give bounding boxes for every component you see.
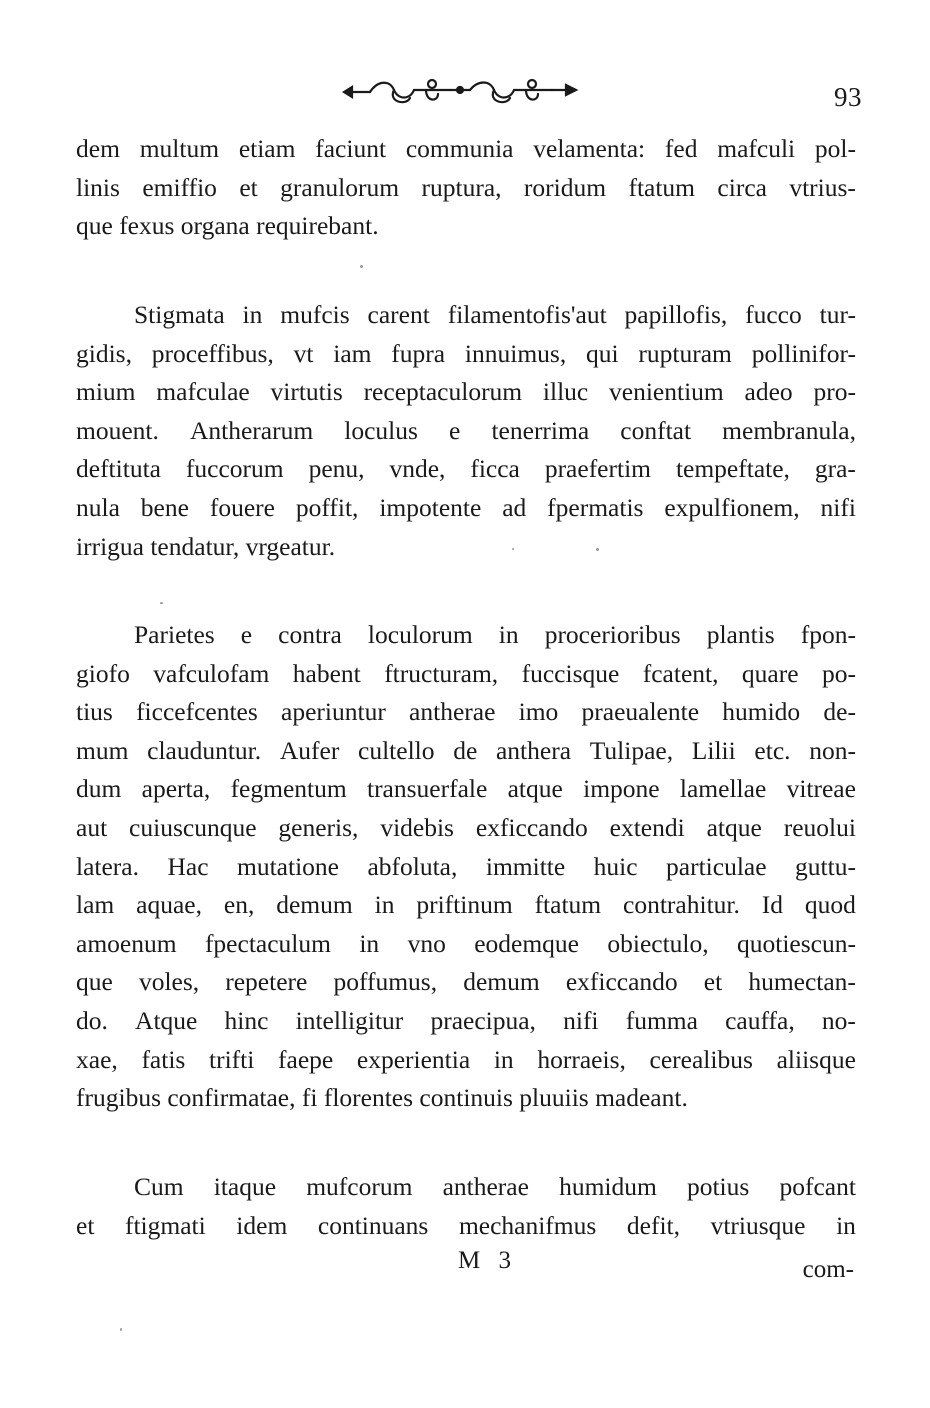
word: in: [498, 620, 519, 649]
word: repetere: [225, 967, 308, 997]
word: latera.: [76, 851, 139, 881]
word: Atque: [135, 1005, 198, 1035]
word: adeo: [744, 377, 793, 407]
word: ad: [502, 492, 527, 522]
word: non-: [809, 735, 856, 765]
word: itaque: [213, 1172, 277, 1201]
word: guttu-: [795, 851, 856, 881]
word: no-: [821, 1005, 856, 1035]
word: vt: [293, 338, 314, 368]
word: aut: [76, 812, 108, 842]
word: transuerfale: [366, 774, 488, 804]
word: pollinifor-: [751, 338, 856, 368]
word: et: [76, 1210, 95, 1240]
word: mufcis: [280, 300, 350, 329]
word: roridum: [523, 172, 607, 202]
text-line: que fexus organa requirebant.: [76, 211, 379, 241]
word: lamellae: [679, 774, 767, 804]
word: in: [359, 928, 380, 958]
text-line: [76, 848, 856, 887]
word: impotente: [379, 492, 482, 522]
word: vafculofam: [153, 658, 270, 688]
text-line: [76, 489, 856, 528]
word: fegmentum: [230, 774, 347, 804]
word: filamentofis'aut: [447, 300, 607, 329]
word: contra: [278, 620, 342, 649]
text-line: [76, 1002, 856, 1041]
word: que: [76, 967, 113, 997]
word: fpermatis: [547, 492, 644, 522]
word: fcatent,: [642, 658, 719, 688]
word: et: [239, 172, 258, 202]
text-line: [76, 412, 856, 451]
text-line: [76, 335, 856, 374]
word: de-: [823, 697, 856, 727]
word: ftatum: [628, 172, 696, 202]
text-line: [76, 732, 856, 771]
word: carent: [367, 300, 430, 329]
word: praeualente: [581, 697, 700, 727]
word: tenerrima: [491, 415, 590, 445]
paper-speck: [160, 602, 163, 604]
text-line: frugibus confirmatae, fi florentes continuis pluuiis madeant.: [76, 1083, 688, 1113]
word: mechanifmus: [458, 1210, 597, 1240]
paragraph-3: [76, 616, 856, 1118]
word: po-: [821, 658, 856, 688]
word: tur-: [819, 300, 856, 329]
paper-speck: [120, 1328, 122, 1331]
word: giofo: [76, 658, 130, 688]
word: humidum: [559, 1172, 657, 1201]
word: fumma: [625, 1005, 698, 1035]
word: videbis: [380, 812, 454, 842]
word: pro-: [813, 377, 856, 407]
text-line: [76, 1207, 856, 1246]
word: nifi: [563, 1005, 599, 1035]
word: particulae: [666, 851, 767, 881]
word: vtrius-: [789, 172, 856, 202]
word: emiffio: [142, 172, 217, 202]
word: faciunt: [315, 134, 387, 163]
word: in: [242, 300, 263, 329]
word: fed: [664, 134, 698, 163]
word: innuimus,: [464, 338, 567, 368]
word: generis,: [278, 812, 359, 842]
word: poffit,: [295, 492, 359, 522]
text-line: [76, 1168, 856, 1207]
word: continuans: [317, 1210, 429, 1240]
word: vno: [407, 928, 446, 958]
word: e: [240, 620, 253, 649]
word: bene: [140, 492, 189, 522]
word: circa: [717, 172, 767, 202]
word: mafculae: [156, 377, 250, 407]
word: defit,: [626, 1210, 680, 1240]
word: atque: [706, 812, 762, 842]
word: ftructuram,: [384, 658, 499, 688]
word: demum: [463, 967, 540, 997]
headpiece-ornament: [340, 74, 580, 110]
word: fuccorum: [185, 454, 284, 484]
word: fuccisque: [521, 658, 620, 688]
word: granulorum: [280, 172, 400, 202]
word: pofcant: [779, 1172, 856, 1201]
word: intelligitur: [295, 1005, 404, 1035]
word: illuc: [542, 377, 589, 407]
word: anthera: [495, 735, 572, 765]
text-line: [76, 809, 856, 848]
word: in: [374, 890, 395, 920]
word: ftatum: [534, 890, 602, 920]
word: e: [449, 415, 461, 445]
word: papillofis,: [624, 300, 728, 329]
word: plantis: [706, 620, 775, 649]
word: deftituta: [76, 454, 161, 484]
paper-speck: [360, 265, 363, 268]
word: priftinum: [416, 890, 513, 920]
text-line: [76, 296, 856, 335]
word: habent: [292, 658, 361, 688]
word: amoenum: [76, 928, 177, 958]
word: Lilii: [691, 735, 736, 765]
word: ficcefcentes: [136, 697, 258, 727]
word: fupra: [391, 338, 446, 368]
signature-mark: M 3: [458, 1247, 517, 1274]
text-line: [76, 963, 856, 1002]
word: Parietes: [134, 620, 215, 649]
word: extendi: [609, 812, 685, 842]
word: fucco: [745, 300, 802, 329]
word: potius: [686, 1172, 750, 1201]
word: en,: [223, 890, 255, 920]
word: fpon-: [800, 620, 856, 649]
word: lam: [76, 890, 115, 920]
word: cauffa,: [725, 1005, 795, 1035]
text-line: [76, 450, 856, 489]
word: exficcando: [565, 967, 678, 997]
word: clauduntur.: [147, 735, 262, 765]
text-line: [76, 655, 856, 694]
word: vnde,: [389, 454, 446, 484]
word: cerealibus: [649, 1044, 753, 1074]
word: de: [453, 735, 478, 765]
word: velamenta:: [533, 134, 646, 163]
text-line: [76, 130, 856, 169]
word: immitte: [485, 851, 566, 881]
word: cultello: [358, 735, 435, 765]
text-line: [76, 693, 856, 732]
paragraph-1: [76, 130, 856, 246]
text-line: irrigua tendatur, vrgeatur.: [76, 531, 336, 561]
word: quare: [741, 658, 799, 688]
word: trifti: [209, 1044, 255, 1074]
word: pol-: [814, 134, 856, 163]
word: idem: [236, 1210, 288, 1240]
word: ficca: [470, 454, 520, 484]
word: fpectaculum: [204, 928, 331, 958]
word: fouere: [209, 492, 275, 522]
word: Stigmata: [134, 300, 225, 329]
word: loculorum: [367, 620, 473, 649]
paragraph-2: [76, 296, 856, 566]
word: virtutis: [270, 377, 343, 407]
word: Antherarum: [189, 415, 314, 445]
word: aperiuntur: [281, 697, 386, 727]
word: abfoluta,: [367, 851, 458, 881]
word: obiectulo,: [607, 928, 709, 958]
word: proceffibus,: [151, 338, 274, 368]
word: et: [703, 967, 723, 997]
word: mouent.: [76, 415, 159, 445]
word: humido: [722, 697, 801, 727]
word: praecipua,: [430, 1005, 536, 1035]
paragraph-4: [76, 1168, 856, 1245]
word: gra-: [814, 454, 856, 484]
word: venientium: [609, 377, 724, 407]
word: cuiuscunque: [129, 812, 257, 842]
word: rupturam: [638, 338, 732, 368]
word: mium: [76, 377, 136, 407]
word: do.: [76, 1005, 108, 1035]
word: Cum: [134, 1172, 184, 1201]
word: mutatione: [237, 851, 339, 881]
word: faepe: [278, 1044, 334, 1074]
word: dem: [76, 134, 120, 163]
word: quotiescun-: [737, 928, 856, 958]
word: horraeis,: [537, 1044, 626, 1074]
word: vtriusque: [710, 1210, 806, 1240]
text-line: [76, 616, 856, 655]
word: Aufer: [279, 735, 340, 765]
word: etiam: [238, 134, 296, 163]
word: impone: [583, 774, 660, 804]
word: ruptura,: [421, 172, 502, 202]
text-line: [76, 373, 856, 412]
word: xae,: [76, 1044, 118, 1074]
word: demum: [276, 890, 353, 920]
word: exficcando: [475, 812, 588, 842]
word: fatis: [141, 1044, 186, 1074]
word: in: [836, 1210, 856, 1240]
word: loculus: [344, 415, 418, 445]
word: receptaculorum: [363, 377, 523, 407]
word: atque: [507, 774, 563, 804]
word: eodemque: [474, 928, 579, 958]
word: qui: [586, 338, 619, 368]
word: mafculi: [717, 134, 796, 163]
word: gidis,: [76, 338, 132, 368]
word: iam: [333, 338, 372, 368]
word: procerioribus: [544, 620, 681, 649]
word: aperta,: [141, 774, 211, 804]
page-number: 93: [834, 82, 862, 112]
word: voles,: [138, 967, 200, 997]
text-line: [76, 770, 856, 809]
catchword: com-: [802, 1256, 854, 1283]
word: in: [493, 1044, 514, 1074]
word: reuolui: [783, 812, 856, 842]
word: contrahitur.: [623, 890, 740, 920]
text-line: [76, 169, 856, 208]
word: mum: [76, 735, 129, 765]
word: dum: [76, 774, 122, 804]
word: linis: [76, 172, 120, 202]
text-line: [76, 1041, 856, 1080]
word: aquae,: [136, 890, 202, 920]
word: conftat: [620, 415, 692, 445]
word: penu,: [308, 454, 365, 484]
text-line: [76, 886, 856, 925]
word: membranula,: [722, 415, 856, 445]
word: antherae: [409, 697, 496, 727]
word: mufcorum: [306, 1172, 413, 1201]
word: nifi: [820, 492, 856, 522]
word: experientia: [356, 1044, 471, 1074]
word: nula: [76, 492, 120, 522]
word: imo: [518, 697, 559, 727]
word: vitreae: [786, 774, 856, 804]
word: Tulipae,: [589, 735, 674, 765]
word: antherae: [442, 1172, 529, 1201]
paper-speck: [596, 548, 599, 551]
word: humectan-: [748, 967, 856, 997]
word: quod: [804, 890, 856, 920]
word: etc.: [754, 735, 791, 765]
paper-speck: [512, 548, 514, 550]
word: poffumus,: [333, 967, 438, 997]
word: Id: [761, 890, 784, 920]
text-line: [76, 925, 856, 964]
word: hinc: [224, 1005, 269, 1035]
word: praefertim: [544, 454, 651, 484]
word: huic: [593, 851, 638, 881]
word: ftigmati: [124, 1210, 206, 1240]
word: expulfionem,: [664, 492, 800, 522]
word: tius: [76, 697, 113, 727]
word: multum: [139, 134, 220, 163]
word: Hac: [167, 851, 209, 881]
word: tempeftate,: [675, 454, 790, 484]
word: communia: [405, 134, 514, 163]
word: aliisque: [776, 1044, 856, 1074]
